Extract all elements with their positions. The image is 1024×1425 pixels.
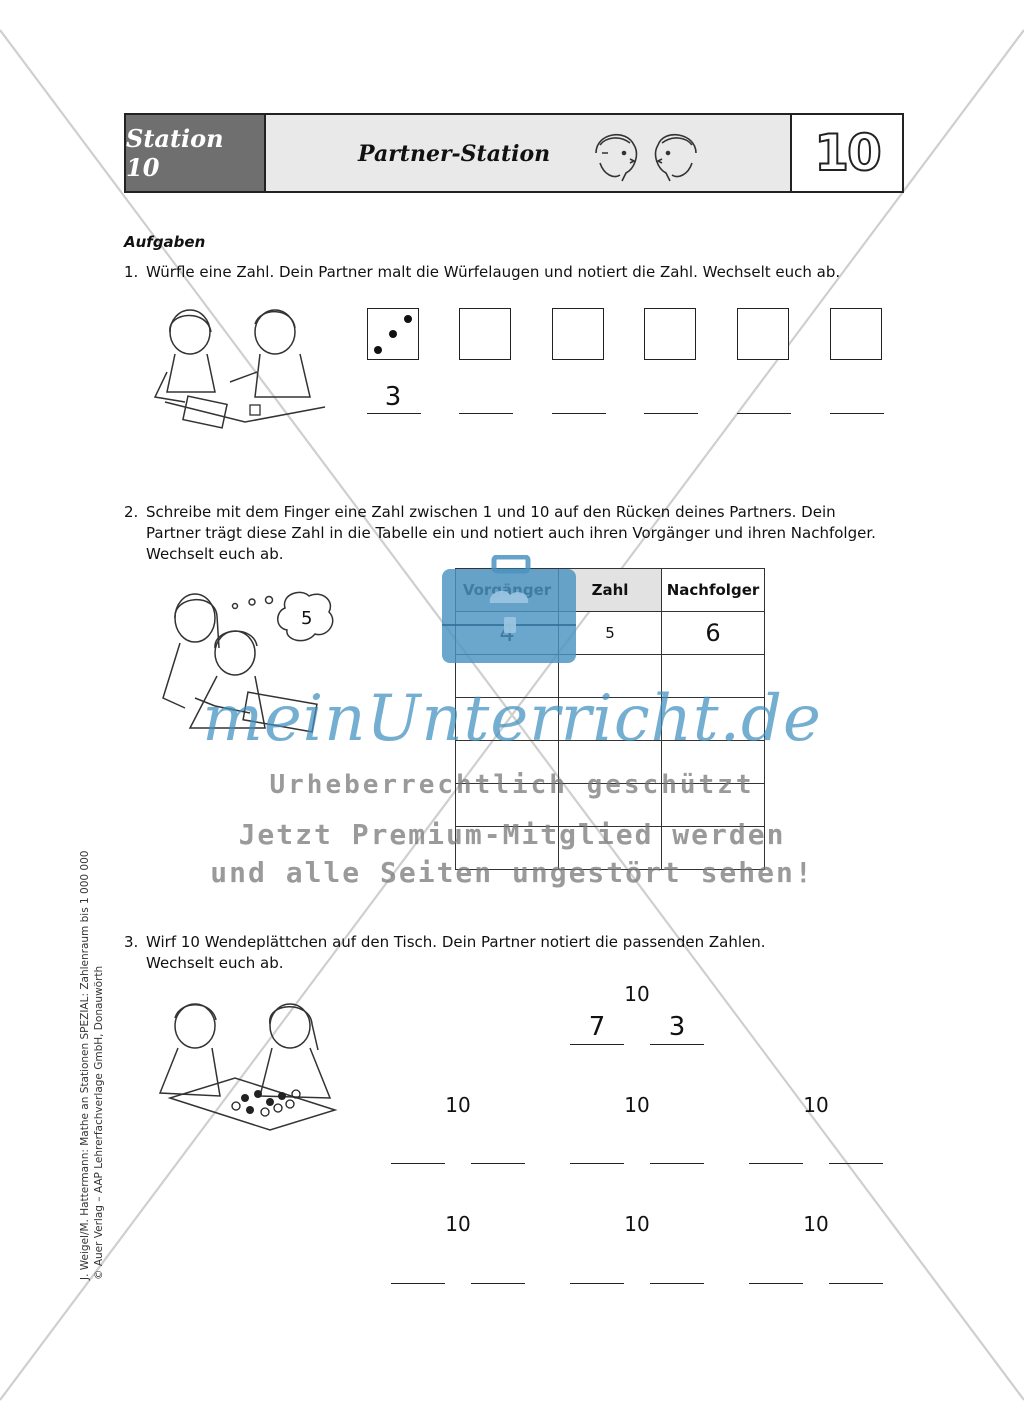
table-cell-example-number: 5 — [559, 612, 662, 655]
split-line[interactable] — [650, 1044, 704, 1045]
split-left-example: 7 — [588, 1012, 606, 1042]
task-3-number: 3. — [124, 933, 139, 951]
split-total: 10 — [445, 1212, 471, 1236]
answer-line[interactable] — [644, 413, 698, 414]
split-line[interactable] — [749, 1283, 803, 1284]
children-dice-illustration — [145, 302, 335, 432]
station-label-box — [126, 115, 266, 191]
children-counters-illustration — [150, 998, 345, 1133]
watermark-brand: meinUnterricht.de — [202, 682, 822, 756]
task-3-line-1: Wirf 10 Wendeplättchen auf den Tisch. Dein Partner notiert die passenden Zahlen. — [146, 933, 766, 951]
answer-line[interactable] — [367, 413, 421, 414]
answer-line[interactable] — [459, 413, 513, 414]
dice-box-4[interactable] — [644, 308, 696, 360]
task-2-line-3: Wechselt euch ab. — [146, 545, 284, 563]
split-line[interactable] — [471, 1283, 525, 1284]
station-number: 10 — [814, 124, 880, 182]
split-line[interactable] — [570, 1283, 624, 1284]
split-total-example: 10 — [624, 982, 650, 1006]
split-line[interactable] — [829, 1283, 883, 1284]
watermark-line-2: Jetzt Premium-Mitglied werden — [238, 818, 786, 851]
split-line[interactable] — [391, 1163, 445, 1164]
dice-box-2[interactable] — [459, 308, 511, 360]
watermark-line-1: Urheberrechtlich geschützt — [269, 770, 755, 800]
answer-line[interactable] — [552, 413, 606, 414]
copyright-line-1: J. Weigel/M. Hattermann: Mathe an Stationen SPEZIAL: Zahlenraum bis 1 000 000 — [79, 850, 91, 1280]
table-header-number: Zahl — [559, 569, 662, 612]
tasks-heading: Aufgaben — [124, 233, 206, 251]
table-header-successor: Nachfolger — [662, 569, 765, 612]
task-1 — [124, 262, 904, 284]
station-label: Station 10 — [126, 124, 224, 182]
copyright-line-2: © Auer Verlag – AAP Lehrerfachverlage GmbH, Donauwörth — [93, 965, 105, 1280]
split-total: 10 — [803, 1212, 829, 1236]
split-line[interactable] — [570, 1163, 624, 1164]
split-total: 10 — [624, 1212, 650, 1236]
task-2-line-2: Partner trägt diese Zahl in die Tabelle ein und notiert auch ihren Vorgänger und ihren Nachfolger. — [146, 524, 876, 542]
bubble-number: 5 — [301, 608, 313, 629]
copyright-sidebar — [78, 851, 106, 1280]
split-total: 10 — [445, 1093, 471, 1117]
task-1-number: 1. — [124, 263, 139, 281]
task-3-line-2: Wechselt euch ab. — [146, 954, 284, 972]
split-line[interactable] — [749, 1163, 803, 1164]
watermark-line-3: und alle Seiten ungestört sehen! — [210, 856, 814, 889]
split-line[interactable] — [471, 1163, 525, 1164]
split-right-example: 3 — [668, 1012, 686, 1042]
split-line[interactable] — [650, 1163, 704, 1164]
partner-faces-icon — [586, 123, 706, 185]
station-title: Partner-Station — [358, 141, 551, 167]
answer-line[interactable] — [737, 413, 791, 414]
dice-box-5[interactable] — [737, 308, 789, 360]
dice-box-3[interactable] — [552, 308, 604, 360]
task-3 — [124, 932, 904, 976]
split-line[interactable] — [570, 1044, 624, 1045]
dice-three-icon — [368, 309, 420, 361]
split-line[interactable] — [650, 1283, 704, 1284]
split-total: 10 — [624, 1093, 650, 1117]
task-1-text: Würfle eine Zahl. Dein Partner malt die Würfelaugen und notiert die Zahl. Wechselt euch ab. — [146, 263, 841, 281]
split-line[interactable] — [829, 1163, 883, 1164]
split-line[interactable] — [391, 1283, 445, 1284]
table-cell-example-successor: 6 — [662, 612, 765, 655]
task-2-line-1: Schreibe mit dem Finger eine Zahl zwischen 1 und 10 auf den Rücken deines Partners. Dein — [146, 503, 836, 521]
answer-line[interactable] — [830, 413, 884, 414]
split-total: 10 — [803, 1093, 829, 1117]
dice-box-1[interactable] — [367, 308, 419, 360]
dice-answer-example: 3 — [384, 382, 402, 412]
task-2-number: 2. — [124, 503, 139, 521]
dice-box-6[interactable] — [830, 308, 882, 360]
watermark-bag-icon — [440, 555, 580, 665]
station-header — [124, 113, 904, 193]
station-number-box — [790, 115, 902, 191]
